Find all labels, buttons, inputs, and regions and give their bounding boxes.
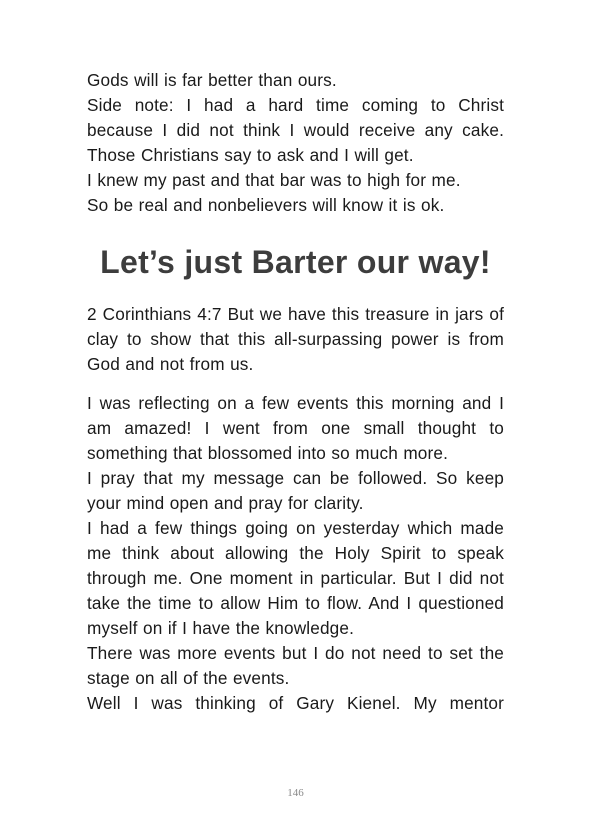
- verse-block: [87, 302, 504, 377]
- body-paragraph: There was more events but I do not need to set the stage on all of the events.: [87, 643, 504, 688]
- bible-verse: 2 Corinthians 4:7 But we have this treasure in jars of clay to show that this all-surpassing power is from God and not from us.: [87, 304, 504, 374]
- intro-paragraph: Side note: I had a hard time coming to Christ because I did not think I would receive any cake. Those Christians say to ask and I will get.: [87, 95, 504, 165]
- intro-line: So be real and nonbelievers will know it is ok.: [87, 195, 445, 215]
- section-heading: Let’s just Barter our way!: [100, 244, 491, 280]
- body-paragraph: Well I was thinking of Gary Kienel. My mentor: [87, 693, 504, 713]
- body-paragraph: I pray that my message can be followed. So keep your mind open and pray for clarity.: [87, 468, 504, 513]
- intro-block: [87, 68, 504, 218]
- body-block: [87, 391, 504, 716]
- body-paragraph: I had a few things going on yesterday which made me think about allowing the Holy Spirit to speak through me. One moment in particular. But I did not take the time to allow Him to flow. And I questioned myself on if I have the knowledge.: [87, 518, 504, 638]
- body-paragraph: I was reflecting on a few events this morning and I am amazed! I went from one small thought to something that blossomed into so much more.: [87, 393, 504, 463]
- intro-line: I knew my past and that bar was to high for me.: [87, 170, 461, 190]
- intro-line: Gods will is far better than ours.: [87, 70, 337, 90]
- page-number: 146: [287, 787, 304, 799]
